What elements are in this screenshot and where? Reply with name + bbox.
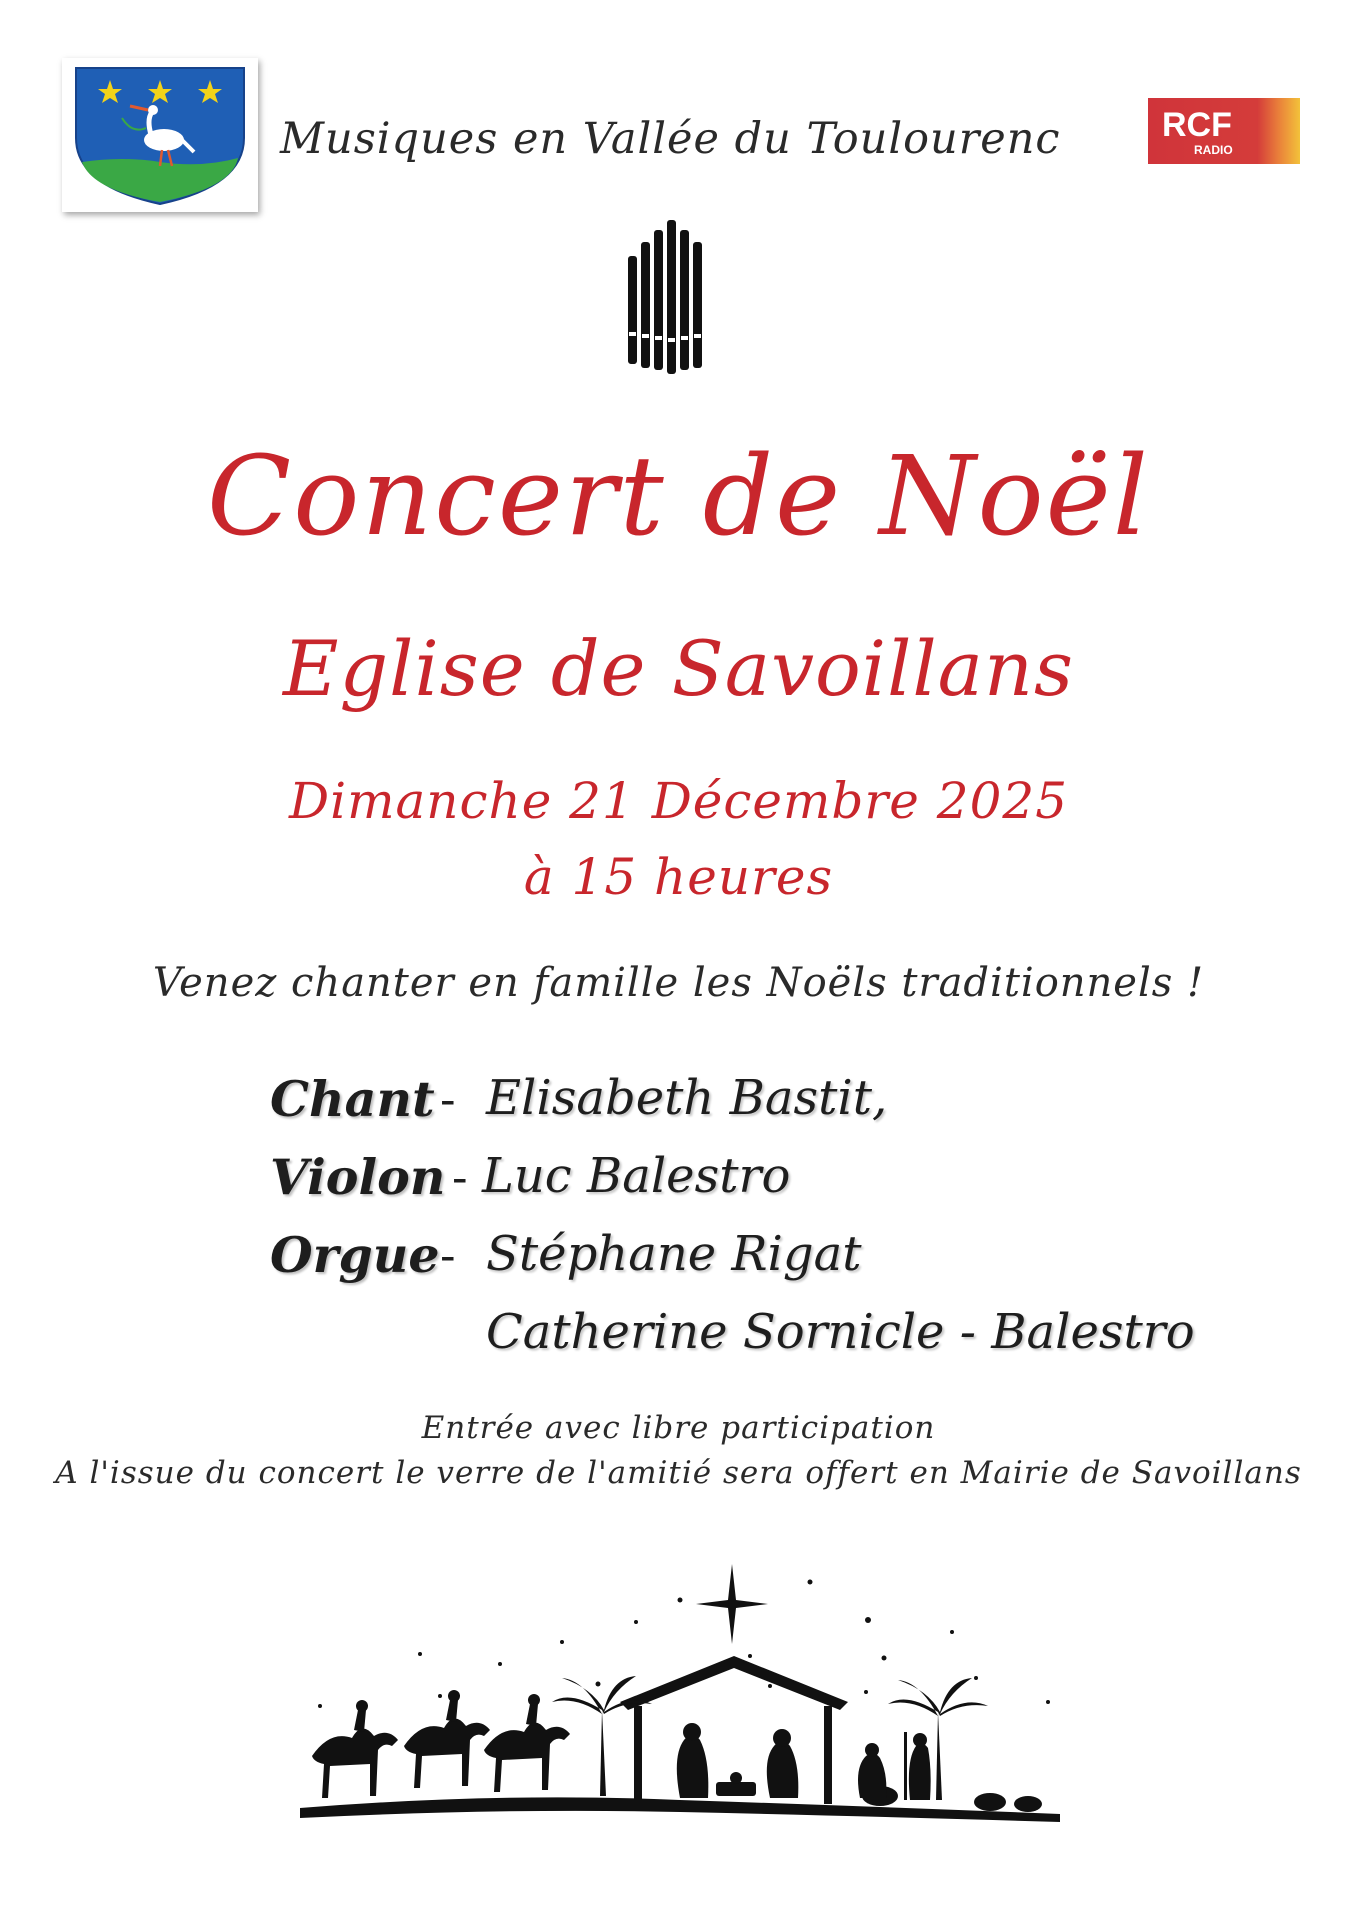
organ-pipes-icon	[620, 216, 714, 376]
rcf-logo-subtext: RADIO	[1194, 143, 1233, 157]
event-venue: Eglise de Savoillans	[283, 624, 1074, 713]
nativity-scene-icon	[300, 1560, 1060, 1830]
performer-name-orgue-2: Catherine Sornicle - Balestro	[486, 1304, 1195, 1360]
performer-separator: -	[452, 1150, 468, 1204]
performer-name-chant: Elisabeth Bastit,	[486, 1070, 888, 1126]
performer-separator: -	[440, 1228, 456, 1282]
entry-note: Entrée avec libre participation	[421, 1410, 936, 1446]
event-date: Dimanche 21 Décembre 2025	[288, 772, 1069, 830]
performer-role-violon: Violon	[270, 1148, 446, 1206]
performer-separator: -	[440, 1072, 456, 1126]
event-title: Concert de Noël	[207, 432, 1150, 560]
performer-name-violon: Luc Balestro	[482, 1148, 791, 1204]
performer-role-chant: Chant	[270, 1070, 435, 1128]
reception-note: A l'issue du concert le verre de l'amitié sera offert en Mairie de Savoillans	[55, 1455, 1302, 1491]
performer-role-orgue: Orgue	[270, 1226, 440, 1284]
organization-name: Musiques en Vallée du Toulourenc	[280, 114, 1061, 164]
rcf-radio-logo	[1148, 98, 1300, 164]
rcf-logo-text: RCF	[1162, 106, 1232, 144]
invitation-text: Venez chanter en famille les Noëls traditionnels !	[152, 960, 1205, 1006]
coat-of-arms-icon	[62, 58, 258, 212]
performer-name-orgue: Stéphane Rigat	[486, 1226, 862, 1282]
event-time: à 15 heures	[523, 848, 834, 906]
